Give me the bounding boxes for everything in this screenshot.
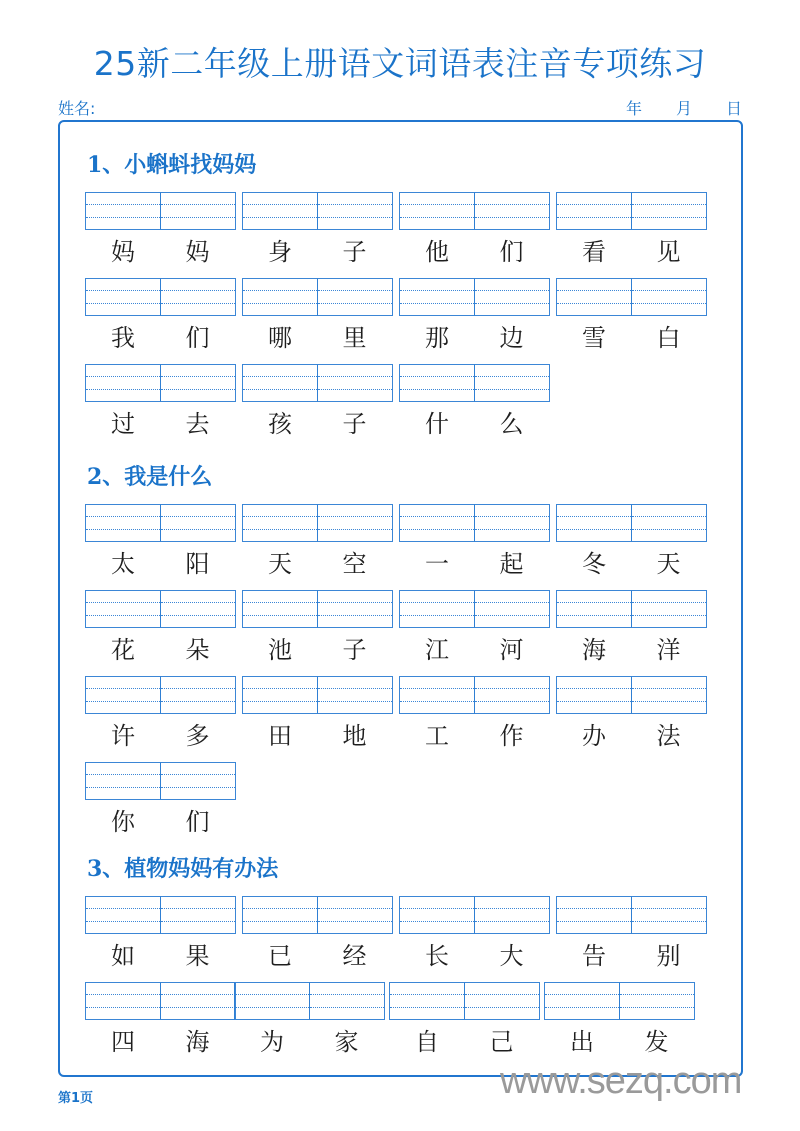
hanzi-character: 如: [111, 942, 135, 970]
pinyin-cell[interactable]: [464, 982, 540, 1020]
pinyin-cell[interactable]: [85, 278, 161, 316]
pinyin-cell[interactable]: [474, 364, 550, 402]
pinyin-cell[interactable]: [160, 896, 236, 934]
hanzi-character: 许: [111, 722, 135, 750]
section-title: 3、植物妈妈有办法: [87, 856, 279, 882]
page-title: 25新二年级上册语文词语表注音专项练习: [93, 44, 707, 83]
pinyin-cell[interactable]: [556, 676, 632, 714]
hanzi-character: 起: [499, 550, 524, 578]
year-label: 年: [625, 99, 642, 118]
hanzi-character: 长: [425, 942, 449, 970]
pinyin-cell[interactable]: [631, 278, 707, 316]
pinyin-cell[interactable]: [317, 364, 393, 402]
pinyin-cell[interactable]: [556, 590, 632, 628]
page-number: 第1页: [58, 1091, 94, 1106]
pinyin-cell[interactable]: [399, 364, 475, 402]
word-pinyin-box[interactable]: [85, 504, 236, 542]
pinyin-cell[interactable]: [85, 504, 161, 542]
pinyin-cell[interactable]: [160, 364, 236, 402]
word-pinyin-box[interactable]: [399, 364, 550, 402]
word-pinyin-box[interactable]: [85, 762, 236, 800]
pinyin-cell[interactable]: [317, 278, 393, 316]
hanzi-character: 们: [499, 238, 524, 266]
pinyin-cell[interactable]: [399, 896, 475, 934]
hanzi-character: 自: [415, 1028, 439, 1056]
pinyin-cell[interactable]: [556, 504, 632, 542]
pinyin-cell[interactable]: [85, 982, 161, 1020]
hanzi-character: 果: [185, 942, 210, 970]
hanzi-character: 过: [111, 410, 135, 438]
word-pinyin-box[interactable]: [242, 590, 393, 628]
pinyin-cell[interactable]: [317, 192, 393, 230]
pinyin-cell[interactable]: [242, 364, 318, 402]
hanzi-character: 工: [425, 722, 449, 750]
word-pinyin-box[interactable]: [85, 192, 236, 230]
hanzi-character: 天: [268, 550, 292, 578]
hanzi-character: 出: [570, 1028, 594, 1056]
hanzi-character: 你: [111, 808, 135, 836]
hanzi-character: 子: [342, 238, 367, 266]
hanzi-character: 花: [111, 636, 135, 664]
pinyin-cell[interactable]: [474, 278, 550, 316]
hanzi-character: 为: [260, 1028, 284, 1056]
hanzi-character: 里: [342, 324, 367, 352]
hanzi-character: 冬: [582, 550, 606, 578]
pinyin-cell[interactable]: [317, 896, 393, 934]
word-pinyin-box[interactable]: [85, 982, 385, 1020]
hanzi-character: 去: [185, 410, 210, 438]
word-pinyin-box[interactable]: [399, 278, 550, 316]
pinyin-cell[interactable]: [474, 590, 550, 628]
word-pinyin-box[interactable]: [399, 590, 550, 628]
section-title: 1、小蝌蚪找妈妈: [87, 152, 257, 178]
pinyin-cell[interactable]: [85, 896, 161, 934]
hanzi-character: 么: [499, 410, 524, 438]
word-pinyin-box[interactable]: [399, 676, 550, 714]
pinyin-cell[interactable]: [234, 982, 310, 1020]
word-pinyin-box[interactable]: [389, 982, 540, 1020]
word-pinyin-box[interactable]: [399, 192, 550, 230]
word-pinyin-box[interactable]: [556, 504, 707, 542]
word-pinyin-box[interactable]: [399, 896, 550, 934]
hanzi-character: 妈: [111, 238, 135, 266]
pinyin-cell[interactable]: [631, 504, 707, 542]
pinyin-cell[interactable]: [399, 192, 475, 230]
hanzi-character: 经: [342, 942, 367, 970]
pinyin-cell[interactable]: [160, 676, 236, 714]
word-pinyin-box[interactable]: [85, 676, 236, 714]
pinyin-cell[interactable]: [242, 278, 318, 316]
hanzi-character: 江: [425, 636, 449, 664]
hanzi-character: 边: [499, 324, 524, 352]
pinyin-cell[interactable]: [399, 278, 475, 316]
pinyin-cell[interactable]: [85, 364, 161, 402]
pinyin-cell[interactable]: [474, 676, 550, 714]
pinyin-cell[interactable]: [242, 896, 318, 934]
pinyin-cell[interactable]: [399, 590, 475, 628]
hanzi-character: 一: [425, 550, 449, 578]
hanzi-character: 大: [499, 942, 524, 970]
pinyin-cell[interactable]: [556, 896, 632, 934]
hanzi-character: 地: [342, 722, 367, 750]
hanzi-character: 池: [268, 636, 292, 664]
hanzi-character: 法: [656, 722, 681, 750]
word-pinyin-box[interactable]: [556, 676, 707, 714]
pinyin-cell[interactable]: [631, 676, 707, 714]
word-pinyin-box[interactable]: [85, 364, 236, 402]
word-pinyin-box[interactable]: [544, 982, 695, 1020]
pinyin-cell[interactable]: [242, 504, 318, 542]
pinyin-cell[interactable]: [389, 982, 465, 1020]
hanzi-character: 海: [185, 1028, 210, 1056]
pinyin-cell[interactable]: [399, 504, 475, 542]
hanzi-character: 太: [111, 550, 135, 578]
pinyin-cell[interactable]: [160, 504, 236, 542]
hanzi-character: 白: [656, 324, 681, 352]
hanzi-character: 子: [342, 410, 367, 438]
hanzi-character: 雪: [582, 324, 606, 352]
pinyin-cell[interactable]: [160, 278, 236, 316]
hanzi-character: 洋: [656, 636, 681, 664]
pinyin-cell[interactable]: [85, 192, 161, 230]
hanzi-character: 发: [644, 1028, 669, 1056]
pinyin-cell[interactable]: [556, 278, 632, 316]
word-pinyin-box[interactable]: [85, 896, 236, 934]
word-pinyin-box[interactable]: [399, 504, 550, 542]
day-label: 日: [725, 99, 742, 118]
pinyin-cell[interactable]: [160, 762, 236, 800]
word-pinyin-box[interactable]: [242, 676, 393, 714]
pinyin-cell[interactable]: [544, 982, 620, 1020]
date-labels: [626, 96, 742, 119]
hanzi-character: 子: [342, 636, 367, 664]
pinyin-cell[interactable]: [619, 982, 695, 1020]
name-label: 姓名:: [58, 99, 96, 118]
word-pinyin-box[interactable]: [556, 590, 707, 628]
hanzi-character: 那: [425, 324, 449, 352]
pinyin-cell[interactable]: [85, 590, 161, 628]
pinyin-cell[interactable]: [631, 590, 707, 628]
pinyin-cell[interactable]: [317, 676, 393, 714]
hanzi-character: 朵: [185, 636, 210, 664]
hanzi-character: 见: [656, 238, 681, 266]
hanzi-character: 阳: [185, 550, 210, 578]
word-pinyin-box[interactable]: [556, 896, 707, 934]
pinyin-cell[interactable]: [160, 590, 236, 628]
hanzi-character: 们: [185, 324, 210, 352]
pinyin-cell[interactable]: [160, 982, 236, 1020]
hanzi-character: 己: [489, 1028, 514, 1056]
pinyin-cell[interactable]: [631, 192, 707, 230]
hanzi-character: 他: [425, 238, 449, 266]
hanzi-character: 多: [185, 722, 210, 750]
hanzi-character: 告: [582, 942, 606, 970]
word-pinyin-box[interactable]: [85, 590, 236, 628]
hanzi-character: 们: [185, 808, 210, 836]
pinyin-cell[interactable]: [309, 982, 385, 1020]
pinyin-cell[interactable]: [474, 504, 550, 542]
word-pinyin-box[interactable]: [242, 504, 393, 542]
hanzi-character: 哪: [268, 324, 292, 352]
pinyin-cell[interactable]: [399, 676, 475, 714]
pinyin-cell[interactable]: [317, 504, 393, 542]
month-label: 月: [675, 99, 692, 118]
word-pinyin-box[interactable]: [556, 278, 707, 316]
pinyin-cell[interactable]: [556, 192, 632, 230]
hanzi-character: 田: [268, 722, 292, 750]
word-pinyin-box[interactable]: [556, 192, 707, 230]
word-pinyin-box[interactable]: [85, 278, 236, 316]
word-pinyin-box[interactable]: [242, 192, 393, 230]
word-pinyin-box[interactable]: [242, 278, 393, 316]
pinyin-cell[interactable]: [85, 676, 161, 714]
word-pinyin-box[interactable]: [242, 896, 393, 934]
pinyin-cell[interactable]: [474, 896, 550, 934]
hanzi-character: 空: [342, 550, 367, 578]
hanzi-character: 办: [582, 722, 606, 750]
pinyin-cell[interactable]: [242, 192, 318, 230]
hanzi-character: 我: [111, 324, 135, 352]
pinyin-cell[interactable]: [242, 676, 318, 714]
word-pinyin-box[interactable]: [242, 364, 393, 402]
hanzi-character: 妈: [185, 238, 210, 266]
hanzi-character: 河: [499, 636, 524, 664]
pinyin-cell[interactable]: [317, 590, 393, 628]
pinyin-cell[interactable]: [160, 192, 236, 230]
hanzi-character: 身: [268, 238, 292, 266]
hanzi-character: 看: [582, 238, 606, 266]
hanzi-character: 天: [656, 550, 681, 578]
hanzi-character: 别: [656, 942, 681, 970]
hanzi-character: 孩: [268, 410, 292, 438]
hanzi-character: 家: [334, 1028, 359, 1056]
pinyin-cell[interactable]: [242, 590, 318, 628]
hanzi-character: 作: [499, 722, 524, 750]
hanzi-character: 什: [425, 410, 449, 438]
pinyin-cell[interactable]: [474, 192, 550, 230]
watermark: www.sezq.com: [500, 1060, 742, 1102]
hanzi-character: 海: [582, 636, 606, 664]
section-title: 2、我是什么: [87, 464, 213, 490]
pinyin-cell[interactable]: [631, 896, 707, 934]
pinyin-cell[interactable]: [85, 762, 161, 800]
hanzi-character: 已: [268, 942, 292, 970]
hanzi-character: 四: [111, 1028, 135, 1056]
